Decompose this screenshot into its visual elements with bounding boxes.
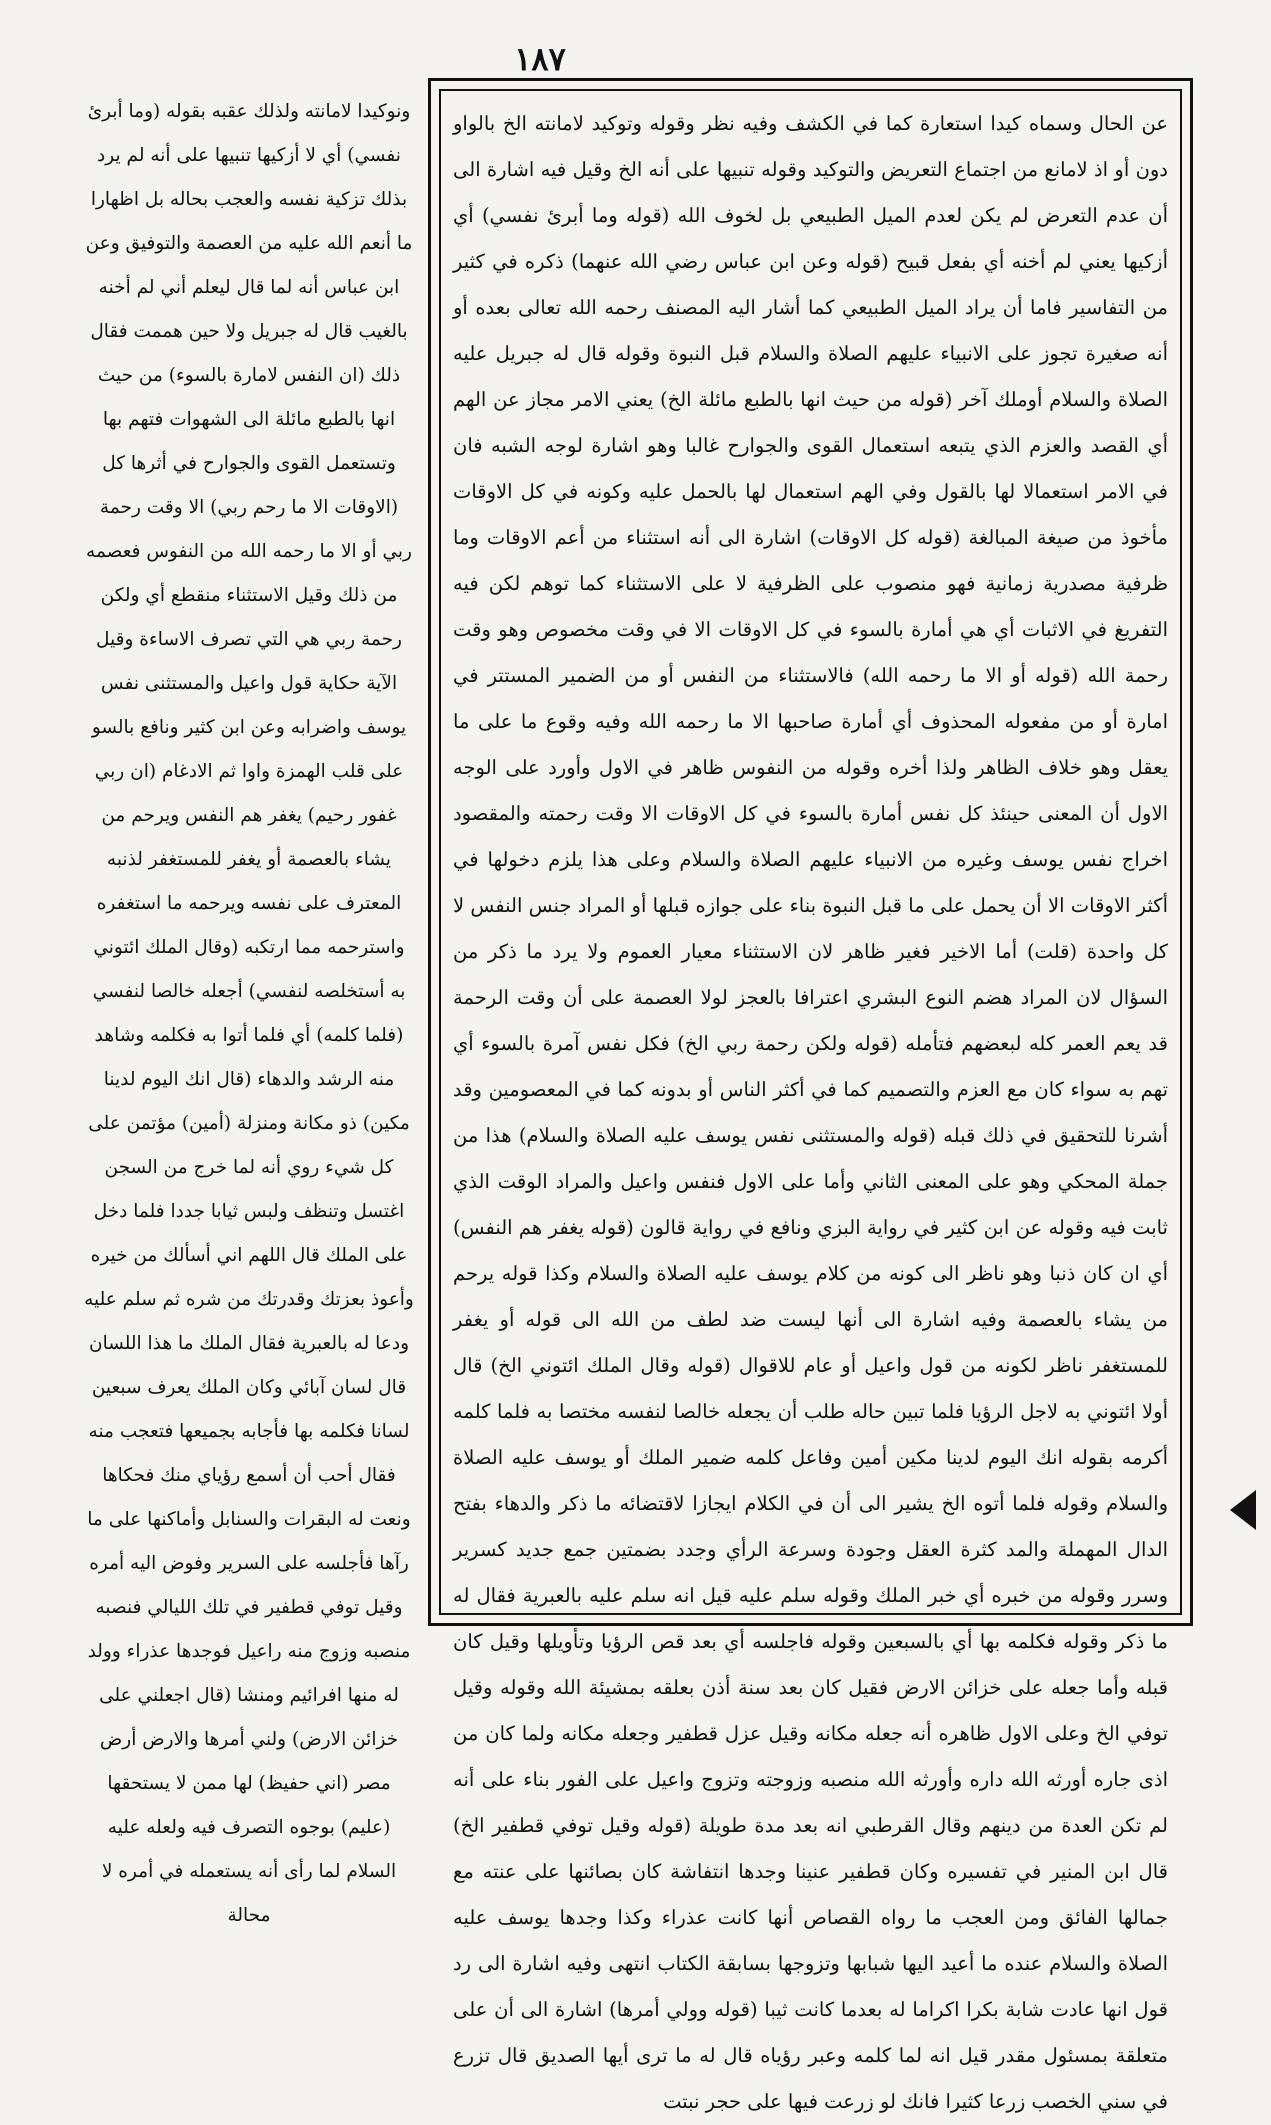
- margin-column: [84, 90, 414, 1926]
- margin-text: ونوكيدا لامانته ولذلك عقبه بقوله (وما أبرئ نفسي) أي لا أزكيها تنبيها على أنه لم يرد بذلك تزكية نفسه والعجب بحاله بل اظهارا ما أنعم الله عليه من العصمة والتوفيق وعن ابن عباس أنه لما قال ليعلم أني لم أخنه بالغيب قال له جبريل ولا حين هممت فقال ذلك (ان النفس لامارة بالسوء) من حيث انها بالطبع مائلة الى الشهوات فتهم بها وتستعمل القوى والجوارح في أثرها كل (الاوقات الا ما رحم ربي) الا وقت رحمة ربي أو الا ما رحمه الله من النفوس فعصمه من ذلك وقيل الاستثناء منقطع أي ولكن رحمة ربي هي التي تصرف الاساءة وقيل الآية حكاية قول واعيل والمستثنى نفس يوسف واضرابه وعن ابن كثير ونافع بالسو على قلب الهمزة واوا ثم الادغام (ان ربي غفور رحيم) يغفر هم النفس ويرحم من يشاء بالعصمة أو يغفر للمستغفر لذنبه المعترف على نفسه ويرحمه ما استغفره واسترحمه مما ارتكبه (وقال الملك ائتوني به أستخلصه لنفسي) أجعله خالصا لنفسي (فلما كلمه) أي فلما أتوا به فكلمه وشاهد منه الرشد والدهاء (قال انك اليوم لدينا مكين) ذو مكانة ومنزلة (أمين) مؤتمن على كل شيء روي أنه لما خرج من السجن اغتسل وتنظف ولبس ثيابا جددا فلما دخل على الملك قال اللهم اني أسألك من خيره وأعوذ بعزتك وقدرتك من شره ثم سلم عليه ودعا له بالعبرية فقال الملك ما هذا اللسان قال لسان آبائي وكان الملك يعرف سبعين لسانا فكلمه بها فأجابه بجميعها فتعجب منه فقال أحب أن أسمع رؤياي منك فحكاها ونعت له البقرات والسنابل وأماكنها على ما رآها فأجلسه على السرير وفوض اليه أمره وقيل توفي قطفير في تلك الليالي فنصبه منصبه وزوج منه راعيل فوجدها عذراء وولد له منها افرائيم ومنشا (قال اجعلني على خزائن الارض) ولني أمرها والارض أرض مصر (اني حفيظ) لها ممن لا يستحقها (عليم) بوجوه التصرف فيه ولعله عليه السلام لما رأى أنه يستعمله في أمره لا محالة: [84, 101, 414, 1926]
- commentary-inner-frame: [439, 89, 1182, 2113]
- commentary-text: عن الحال وسماه كيدا استعارة كما في الكشف وفيه نظر وقوله وتوكيد لامانته الخ بالواو دون أو اذ لامانع من اجتماع التعريض والتوكيد وقوله تنبيها على أنه الخ وقيل فيه اشارة الى أن عدم التعرض لم يكن لعدم الميل الطبيعي بل لخوف الله (قوله وما أبرئ نفسي) أي أزكيها يعني لم أخنه أي بفعل قبيح (قوله وعن ابن عباس رضي الله عنهما) ذكره في كثير من التفاسير فاما أن يراد الميل الطبيعي كما أشار اليه المصنف رحمه الله تعالى بعده أو أنه صغيرة تجوز على الانبياء عليهم الصلاة والسلام قبل النبوة وقوله قال له جبريل عليه الصلاة والسلام أوملك آخر (قوله من حيث انها بالطبع مائلة الخ) يعني الامر مجاز عن الهم أي القصد والعزم الذي يتبعه استعمال القوى والجوارح غالبا وهو اشارة لوجه الشبه فان في الامر استعمالا لها بالقول وفي الهم استعمال لها بالحمل عليه وكونه في كل الاوقات مأخوذ من صيغة المبالغة (قوله كل الاوقات) اشارة الى أنه استثناء من أعم الاوقات وما ظرفية مصدرية زمانية فهو منصوب على الظرفية لا على الاستثناء كما توهم لكن فيه التفريغ في الاثبات أي هي أمارة بالسوء في كل الاوقات الا في وقت مخصوص وهو وقت رحمة الله (قوله أو الا ما رحمه الله) فالاستثناء من النفس أو من الضمير المستتر في امارة أو من مفعوله المحذوف أي أمارة صاحبها الا ما رحمه الله وفيه وقوع ما على ما يعقل وهو خلاف الظاهر ولذا أخره وقوله من النفوس ظاهر في الاول وأورد على الوجه الاول أن المعنى حينئذ كل نفس أمارة بالسوء في كل الاوقات الا وقت رحمته والمقصود اخراج نفس يوسف وغيره من الانبياء عليهم الصلاة والسلام وعلى هذا يلزم دخولها في أكثر الاوقات الا أن يحمل على ما قبل النبوة بناء على جوازه قبلها أو المراد جنس النفس لا كل واحدة (قلت) أما الاخير فغير ظاهر لان الاستثناء معيار العموم ولا يرد ما ذكر من السؤال لان المراد هضم النوع البشري اعترافا بالعجز لولا العصمة على أن وقت الرحمة قد يعم العمر كله لبعضهم فتأمله (قوله ولكن رحمة ربي الخ) فكل نفس آمرة بالسوء أي تهم به سواء كان مع العزم والتصميم كما في أكثر الناس أو بدونه كما في المعصومين وقد أشرنا للتحقيق في ذلك قبله (قوله والمستثنى نفس يوسف عليه الصلاة والسلام) هذا من جملة المحكي وهو على المعنى الثاني وأما على الاول فنفس واعيل والمراد الوقت الذي ثابت فيه وقوله عن ابن كثير في رواية البزي ونافع في رواية قالون (قوله يغفر هم النفس) أي ان كان ذنبا وهو ناظر الى كونه من كلام يوسف عليه الصلاة والسلام وكذا قوله يرحم من يشاء بالعصمة وفيه اشارة الى أنها ليست ضد لطف من الله الى قوله أو يغفر للمستغفر ناظر لكونه من قول واعيل أو عام للاقوال (قوله وقال الملك ائتوني الخ) قال أولا ائتوني به لاجل الرؤيا فلما تبين حاله طلب أن يجعله خالصا لنفسه مختصا به فلما كلمه أكرمه بقوله انك اليوم لدينا مكين أمين وفاعل كلمه ضمير الملك أو يوسف عليه الصلاة والسلام وقوله فلما أتوه الخ يشير الى أن في الكلام ايجازا لاقتضائه ما ذكر والدهاء بفتح الدال المهملة والمد كثرة العقل وجودة وسرعة الرأي وجدد بضمتين جمع جديد كسرير وسرر وقوله من خبره أي خبر الملك وقوله سلم عليه قيل انه سلم عليه بالعبرية فقال له ما ذكر وقوله فكلمه بها أي بالسبعين وقوله فاجلسه أي بعد قص الرؤيا وتأويلها وقيل كان قبله وأما جعله على خزائن الارض فقيل كان بعد سنة أذن بعلقه بمشيئة الله وقوله وقيل توفي الخ وعلى الاول ظاهره أنه جعله مكانه وقيل عزل قطفير وجعله مكانه ولما كان من اذى جاره أورثه الله داره وأورثه الله منصبه وزوجته وتزوج واعيل على الفور بناء على أنه لم تكن العدة من دينهم وقال القرطبي انه بعد مدة طويلة (قوله وقيل توفي قطفير الخ) قال ابن المنير في تفسيره وكان قطفير عنينا وجدها انتفاشة كان بصائنها على عنته مع جمالها الفائق ومن العجب ما رواه القصاص أنها كانت عذراء وكذا وجدها يوسف عليه الصلاة والسلام عنده ما أعيد اليها شبابها وتزوجها بسابقة الكتاب انتهى وفيه اشارة الى رد قول انها عادت شابة بكرا اكراما له بعدما كانت ثيبا (قوله وولي أمرها) اشارة الى أن على متعلقة بمسئول مقدر قيل انه لما كلمه وعبر رؤياه قال له ما ترى أيها الصديق قال تزرع في سني الخصب زرعا كثيرا فانك لو زرعت فيها على حجر نبتت: [453, 112, 1168, 2113]
- page-number: ١٨٧: [514, 40, 566, 78]
- page-corner-marker: [1230, 1490, 1256, 1530]
- commentary-frame: [428, 78, 1193, 2113]
